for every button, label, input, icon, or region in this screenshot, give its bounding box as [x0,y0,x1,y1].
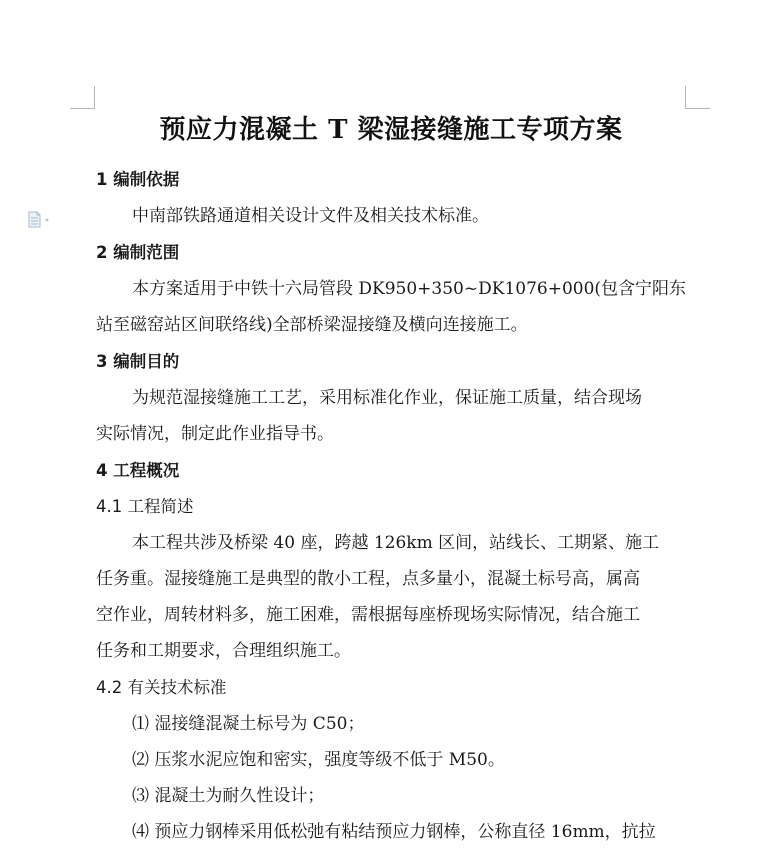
section-4-2-list-item: ⑶ 混凝土为耐久性设计； [132,786,325,806]
section-4-1-paragraph-line: 本工程共涉及桥梁 40 座，跨越 126km 区间，站线长、工期紧、施工 [132,533,660,553]
section-4-1-heading: 4.1 工程简述 [96,497,194,516]
document-title: 预应力混凝土 T 梁湿接缝施工专项方案 [159,115,623,145]
section-3-heading: 3 编制目的 [96,352,180,371]
section-3-paragraph-line: 为规范湿接缝施工工艺，采用标准化作业，保证施工质量，结合现场 [132,388,642,408]
section-4-1-paragraph-line: 任务重。湿接缝施工是典型的散小工程，点多量小，混凝土标号高，属高 [96,569,640,589]
section-1-heading: 1 编制依据 [96,170,180,189]
section-2-paragraph-line: 本方案适用于中铁十六局管段 DK950+350~DK1076+000(包含宁阳东 [132,279,687,299]
section-4-heading: 4 工程概况 [96,461,180,480]
section-4-2-list-item: ⑵ 压浆水泥应饱和密实，强度等级不低于 M50。 [132,750,505,770]
section-4-2-list-item: ⑷ 预应力钢棒采用低松弛有粘结预应力钢棒，公称直径 16mm，抗拉 [132,822,656,842]
document-outline-icon[interactable] [27,211,53,229]
section-4-1-paragraph-line: 任务和工期要求，合理组织施工。 [96,641,351,661]
section-4-2-list-item: ⑴ 湿接缝混凝土标号为 C50； [132,714,365,734]
section-4-2-heading: 4.2 有关技术标准 [96,678,227,697]
page-corner-mark-top-left [70,86,95,109]
section-3-paragraph-line: 实际情况，制定此作业指导书。 [96,424,334,444]
section-2-paragraph-line: 站至磁窑站区间联络线)全部桥梁湿接缝及横向连接施工。 [96,315,528,335]
section-2-heading: 2 编制范围 [96,243,180,262]
section-4-1-paragraph-line: 空作业，周转材料多，施工困难，需根据每座桥现场实际情况，结合施工 [96,605,640,625]
page-corner-mark-top-right [685,86,710,109]
section-1-paragraph-line: 中南部铁路通道相关设计文件及相关技术标准。 [132,206,489,226]
